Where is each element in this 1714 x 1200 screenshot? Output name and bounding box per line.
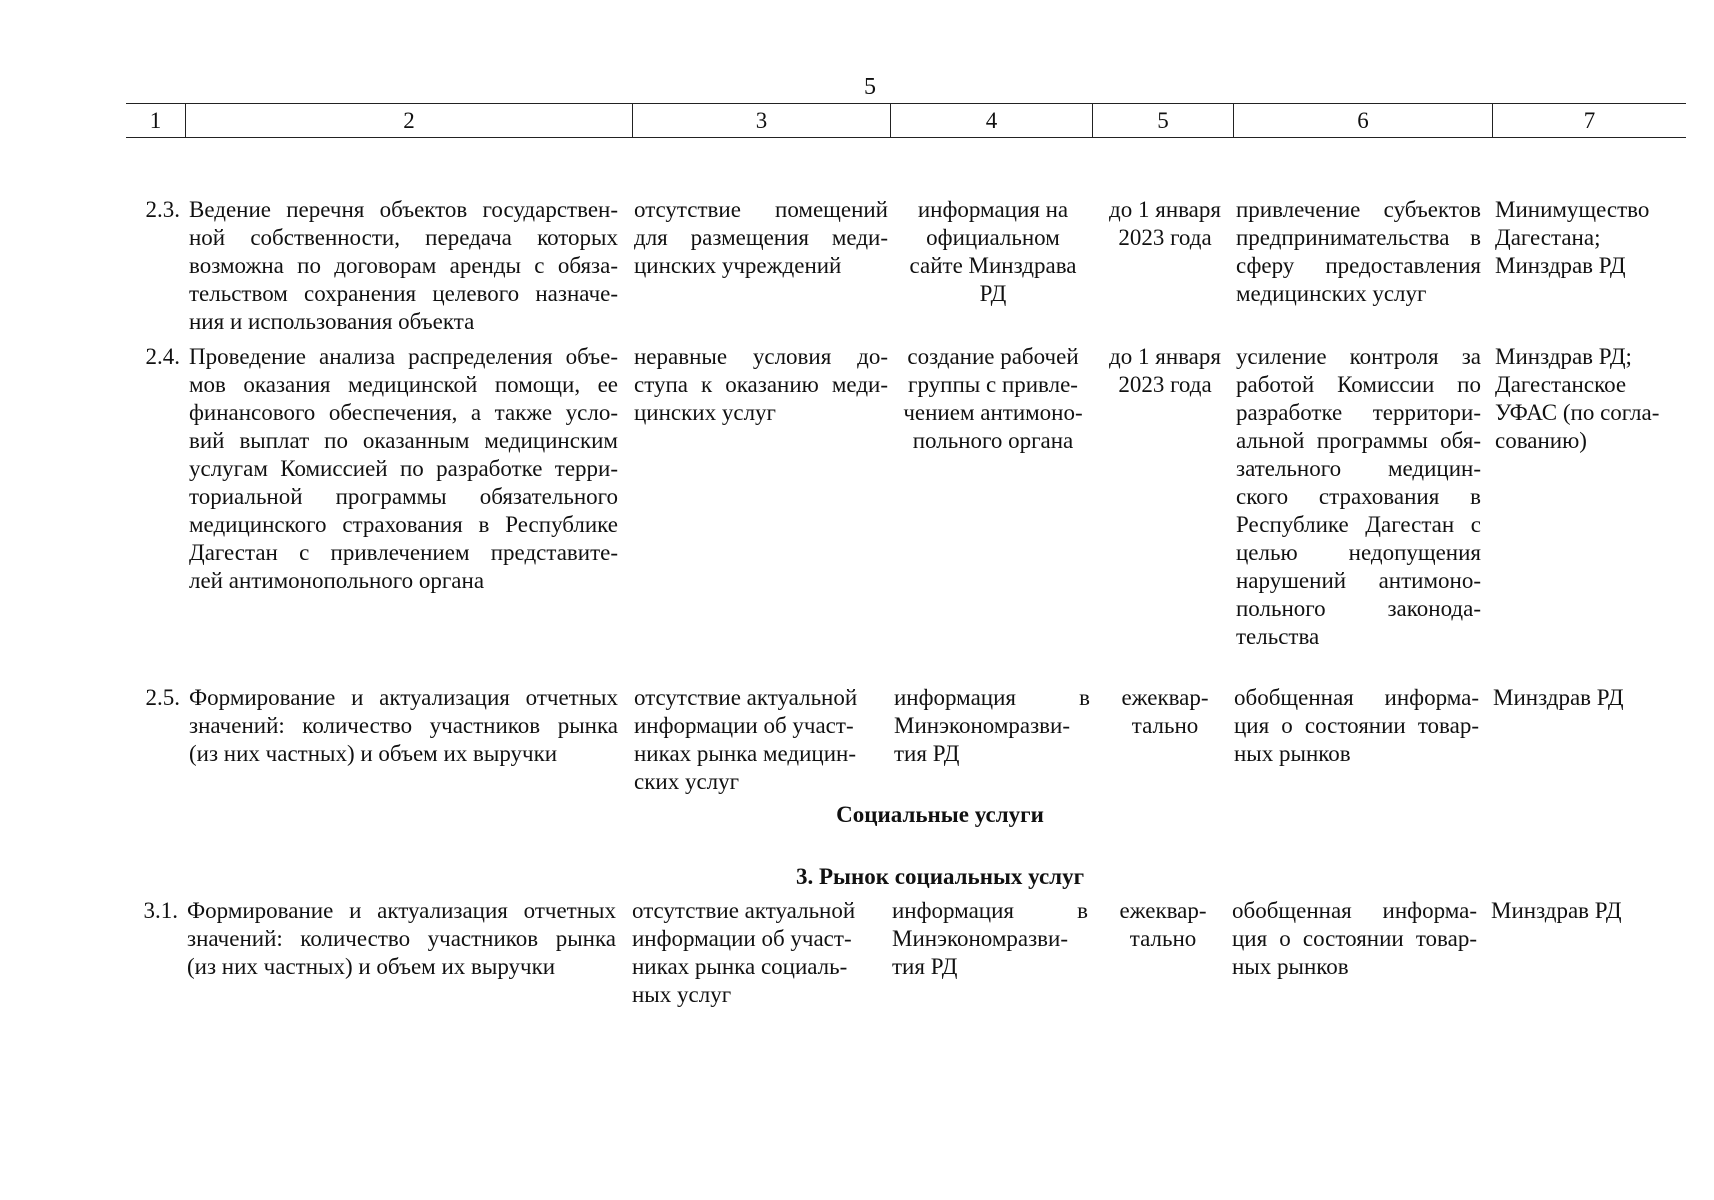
indicator-line: ных рынков — [1232, 954, 1349, 979]
measure-line: медицинского страхования в Республике — [189, 512, 618, 537]
result-line: информация на — [917, 197, 1069, 222]
measure-cell — [189, 343, 618, 595]
indicator-line: ных рынков — [1234, 741, 1351, 766]
deadline-line: 2023 года — [1118, 372, 1212, 397]
column-header-5: 5 — [1093, 104, 1234, 137]
indicator-line: усиление контроля за — [1236, 344, 1481, 369]
measure-line: Проведение анализа распределения объе- — [189, 344, 618, 369]
responsible-line: Минздрав РД — [1495, 253, 1626, 278]
measure-line: ной собственности, передача которых — [189, 225, 618, 250]
responsible-line: УФАС (по согла- — [1495, 400, 1660, 425]
problem-cell — [632, 897, 872, 1009]
measure-line: (из них частных) и объем их выручки — [187, 954, 556, 979]
column-header-1: 1 — [126, 104, 186, 137]
result-line: сайте Минздрава — [909, 253, 1077, 278]
deadline-line: до 1 января — [1109, 197, 1221, 222]
indicator-line: разработке территори- — [1236, 400, 1481, 425]
problem-cell — [634, 684, 874, 796]
deadline-line: тально — [1131, 713, 1199, 738]
measure-line: ториальной программы обязательного — [189, 484, 618, 509]
row-number: 2.4. — [145, 344, 180, 369]
responsible-line: Минздрав РД — [1493, 685, 1624, 710]
responsible-line: Дагестанское — [1495, 372, 1627, 397]
measure-line: вий выплат по оказанным медицинским — [189, 428, 618, 453]
measure-line: услугам Комиссией по разработке терри- — [189, 456, 618, 481]
result-line: польного органа — [912, 428, 1074, 453]
row-number: 2.3. — [145, 197, 180, 222]
column-header-4: 4 — [891, 104, 1093, 137]
indicator-line: целью недопущения — [1236, 540, 1481, 565]
result-line: информация в — [892, 898, 1088, 923]
responsible-cell — [1491, 897, 1681, 925]
deadline-line: ежеквар- — [1119, 898, 1207, 923]
deadline-line: ежеквар- — [1121, 685, 1209, 710]
column-header-7: 7 — [1583, 108, 1596, 133]
indicator-cell — [1236, 343, 1481, 651]
measure-line: лей антимонопольного органа — [189, 568, 485, 593]
measure-line: ния и использования объекта — [189, 309, 475, 334]
measure-line: Дагестан с привлечением представите- — [189, 540, 618, 565]
indicator-line: ция о состоянии товар- — [1232, 926, 1477, 951]
problem-cell — [634, 196, 888, 280]
deadline-cell — [1102, 196, 1228, 252]
result-cell — [892, 897, 1088, 981]
problem-line: ных услуг — [632, 982, 732, 1007]
deadline-cell — [1100, 897, 1226, 953]
indicator-line: предпринимательства в — [1236, 225, 1481, 250]
deadline-cell — [1102, 684, 1228, 740]
problem-line: ских услуг — [634, 769, 740, 794]
indicator-cell — [1234, 684, 1479, 768]
measure-cell — [187, 897, 616, 981]
section-heading-market: 3. Рынок социальных услуг — [795, 864, 1085, 889]
indicator-cell — [1236, 196, 1481, 308]
measure-line: возможна по договорам аренды с обяза- — [189, 253, 618, 278]
result-line: группы с привле- — [908, 372, 1078, 397]
indicator-cell — [1232, 897, 1477, 981]
deadline-line: тально — [1129, 926, 1197, 951]
problem-line: отсутствие помещений — [634, 197, 888, 222]
column-header-6: 6 — [1234, 104, 1493, 137]
indicator-line: обобщенная информа- — [1234, 685, 1479, 710]
measure-cell — [189, 684, 618, 768]
problem-line: информации об участ- — [634, 713, 854, 738]
responsible-line: Дагестана; — [1495, 225, 1601, 250]
measure-line: Ведение перечня объектов государствен- — [189, 197, 618, 222]
result-line: РД — [979, 281, 1007, 306]
result-line: информация в — [894, 685, 1090, 710]
responsible-line: Минздрав РД — [1491, 898, 1622, 923]
measure-line: финансового обеспечения, а также усло- — [189, 400, 618, 425]
measure-line: тельством сохранения целевого назначе- — [189, 281, 618, 306]
responsible-line: Минимущество — [1495, 197, 1650, 222]
measure-line: значений: количество участников рынка — [187, 926, 616, 951]
problem-line: для размещения меди- — [634, 225, 888, 250]
result-line: Минэкономразви- — [892, 926, 1068, 951]
deadline-line: до 1 января — [1109, 344, 1221, 369]
problem-line: отсутствие актуальной — [634, 685, 858, 710]
responsible-cell — [1495, 196, 1685, 280]
problem-line: цинских услуг — [634, 400, 776, 425]
result-line: тия РД — [894, 741, 960, 766]
indicator-line: ция о состоянии товар- — [1234, 713, 1479, 738]
measure-line: Формирование и актуализация отчетных — [189, 685, 618, 710]
problem-line: никах рынка социаль- — [632, 954, 848, 979]
indicator-line: Республике Дагестан с — [1236, 512, 1481, 537]
row-number: 3.1. — [143, 898, 178, 923]
indicator-line: нарушений антимоно- — [1236, 568, 1481, 593]
indicator-line: альной программы обя- — [1236, 428, 1481, 453]
responsible-cell — [1493, 684, 1683, 712]
indicator-line: сферу предоставления — [1236, 253, 1481, 278]
column-header-3: 3 — [633, 104, 891, 137]
indicator-line: зательного медицин- — [1236, 456, 1481, 481]
table-header-row — [126, 103, 1686, 138]
result-line: создание рабочей — [907, 344, 1079, 369]
problem-cell — [634, 343, 888, 427]
measure-line: Формирование и актуализация отчетных — [187, 898, 616, 923]
problem-line: неравные условия до- — [634, 344, 888, 369]
result-line: официальном — [926, 225, 1060, 250]
problem-line: никах рынка медицин- — [634, 741, 857, 766]
page-number: 5 — [864, 74, 876, 100]
column-header-2: 2 — [186, 104, 633, 137]
indicator-line: ского страхования в — [1236, 484, 1481, 509]
indicator-line: медицинских услуг — [1236, 281, 1427, 306]
result-line: Минэкономразви- — [894, 713, 1070, 738]
measure-line: мов оказания медицинской помощи, ее — [189, 372, 618, 397]
problem-line: ступа к оказанию меди- — [634, 372, 888, 397]
measure-line: значений: количество участников рынка — [189, 713, 618, 738]
indicator-line: работой Комиссии по — [1236, 372, 1481, 397]
row-number: 2.5. — [145, 685, 180, 710]
indicator-line: обобщенная информа- — [1232, 898, 1477, 923]
measure-cell — [189, 196, 618, 336]
result-line: чением антимоно- — [903, 400, 1083, 425]
responsible-cell — [1495, 343, 1685, 455]
result-cell — [898, 196, 1088, 308]
deadline-line: 2023 года — [1118, 225, 1212, 250]
result-cell — [894, 684, 1090, 768]
result-cell — [898, 343, 1088, 455]
problem-line: информации об участ- — [632, 926, 852, 951]
responsible-line: Минздрав РД; — [1495, 344, 1632, 369]
responsible-line: сованию) — [1495, 428, 1587, 453]
measure-line: (из них частных) и объем их выручки — [189, 741, 558, 766]
section-heading-social: Социальные услуги — [836, 802, 1044, 827]
deadline-cell — [1102, 343, 1228, 399]
problem-line: отсутствие актуальной — [632, 898, 856, 923]
result-line: тия РД — [892, 954, 958, 979]
problem-line: цинских учреждений — [634, 253, 842, 278]
indicator-line: тельства — [1236, 624, 1320, 649]
indicator-line: привлечение субъектов — [1236, 197, 1481, 222]
indicator-line: польного законода- — [1236, 596, 1481, 621]
